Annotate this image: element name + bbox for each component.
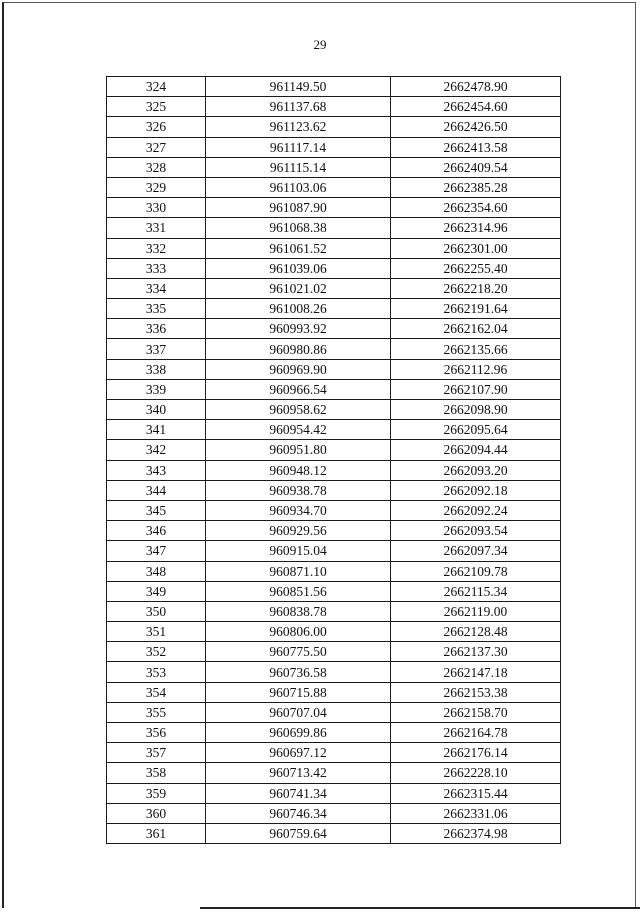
table-row	[107, 500, 561, 520]
point-number-cell: 357	[107, 743, 206, 763]
table-row	[107, 339, 561, 359]
x-coordinate-cell: 961117.14	[206, 137, 391, 157]
point-number-cell: 331	[107, 218, 206, 238]
point-number-cell: 341	[107, 420, 206, 440]
table-row	[107, 460, 561, 480]
x-coordinate-cell: 961039.06	[206, 258, 391, 278]
table-row	[107, 581, 561, 601]
x-coordinate-cell: 960741.34	[206, 783, 391, 803]
x-coordinate-cell: 960938.78	[206, 480, 391, 500]
table-row	[107, 702, 561, 722]
y-coordinate-cell: 2662454.60	[391, 97, 561, 117]
x-coordinate-cell: 960929.56	[206, 521, 391, 541]
point-number-cell: 351	[107, 622, 206, 642]
x-coordinate-cell: 960966.54	[206, 379, 391, 399]
point-number-cell: 354	[107, 682, 206, 702]
point-number-cell: 339	[107, 379, 206, 399]
x-coordinate-cell: 960838.78	[206, 601, 391, 621]
point-number-cell: 336	[107, 319, 206, 339]
table-row	[107, 379, 561, 399]
point-number-cell: 352	[107, 642, 206, 662]
coordinate-table	[106, 76, 561, 844]
table-row	[107, 682, 561, 702]
point-number-cell: 332	[107, 238, 206, 258]
x-coordinate-cell: 960958.62	[206, 400, 391, 420]
point-number-cell: 348	[107, 561, 206, 581]
y-coordinate-cell: 2662109.78	[391, 561, 561, 581]
point-number-cell: 338	[107, 359, 206, 379]
y-coordinate-cell: 2662098.90	[391, 400, 561, 420]
table-row	[107, 77, 561, 97]
y-coordinate-cell: 2662162.04	[391, 319, 561, 339]
x-coordinate-cell: 961103.06	[206, 177, 391, 197]
x-coordinate-cell: 960948.12	[206, 460, 391, 480]
y-coordinate-cell: 2662354.60	[391, 198, 561, 218]
x-coordinate-cell: 961123.62	[206, 117, 391, 137]
point-number-cell: 329	[107, 177, 206, 197]
point-number-cell: 360	[107, 803, 206, 823]
point-number-cell: 327	[107, 137, 206, 157]
y-coordinate-cell: 2662255.40	[391, 258, 561, 278]
page-number: 29	[313, 37, 327, 52]
table-row	[107, 218, 561, 238]
y-coordinate-cell: 2662158.70	[391, 702, 561, 722]
table-row	[107, 803, 561, 823]
y-coordinate-cell: 2662093.20	[391, 460, 561, 480]
x-coordinate-cell: 961137.68	[206, 97, 391, 117]
point-number-cell: 334	[107, 278, 206, 298]
table-row	[107, 662, 561, 682]
y-coordinate-cell: 2662153.38	[391, 682, 561, 702]
x-coordinate-cell: 960951.80	[206, 440, 391, 460]
x-coordinate-cell: 960871.10	[206, 561, 391, 581]
x-coordinate-cell: 960759.64	[206, 823, 391, 843]
x-coordinate-cell: 961021.02	[206, 278, 391, 298]
point-number-cell: 356	[107, 723, 206, 743]
y-coordinate-cell: 2662218.20	[391, 278, 561, 298]
table-row	[107, 299, 561, 319]
y-coordinate-cell: 2662115.34	[391, 581, 561, 601]
x-coordinate-cell: 960715.88	[206, 682, 391, 702]
x-coordinate-cell: 960746.34	[206, 803, 391, 823]
x-coordinate-cell: 960806.00	[206, 622, 391, 642]
table-row	[107, 601, 561, 621]
x-coordinate-cell: 960993.92	[206, 319, 391, 339]
point-number-cell: 342	[107, 440, 206, 460]
x-coordinate-cell: 961068.38	[206, 218, 391, 238]
point-number-cell: 344	[107, 480, 206, 500]
y-coordinate-cell: 2662314.96	[391, 218, 561, 238]
x-coordinate-cell: 960915.04	[206, 541, 391, 561]
y-coordinate-cell: 2662228.10	[391, 763, 561, 783]
point-number-cell: 328	[107, 157, 206, 177]
point-number-cell: 355	[107, 702, 206, 722]
point-number-cell: 333	[107, 258, 206, 278]
point-number-cell: 359	[107, 783, 206, 803]
y-coordinate-cell: 2662107.90	[391, 379, 561, 399]
x-coordinate-cell: 960934.70	[206, 500, 391, 520]
page-bottom-rule	[200, 907, 640, 909]
table-row	[107, 823, 561, 843]
y-coordinate-cell: 2662112.96	[391, 359, 561, 379]
y-coordinate-cell: 2662137.30	[391, 642, 561, 662]
point-number-cell: 337	[107, 339, 206, 359]
table-row	[107, 622, 561, 642]
x-coordinate-cell: 960954.42	[206, 420, 391, 440]
table-row	[107, 783, 561, 803]
table-row	[107, 238, 561, 258]
y-coordinate-cell: 2662164.78	[391, 723, 561, 743]
table-row	[107, 763, 561, 783]
table-row	[107, 258, 561, 278]
point-number-cell: 330	[107, 198, 206, 218]
y-coordinate-cell: 2662093.54	[391, 521, 561, 541]
y-coordinate-cell: 2662413.58	[391, 137, 561, 157]
point-number-cell: 350	[107, 601, 206, 621]
table-row	[107, 743, 561, 763]
y-coordinate-cell: 2662097.34	[391, 541, 561, 561]
table-row	[107, 359, 561, 379]
y-coordinate-cell: 2662095.64	[391, 420, 561, 440]
table-row	[107, 541, 561, 561]
x-coordinate-cell: 960980.86	[206, 339, 391, 359]
point-number-cell: 349	[107, 581, 206, 601]
y-coordinate-cell: 2662315.44	[391, 783, 561, 803]
point-number-cell: 340	[107, 400, 206, 420]
y-coordinate-cell: 2662147.18	[391, 662, 561, 682]
table-row	[107, 278, 561, 298]
x-coordinate-cell: 960713.42	[206, 763, 391, 783]
table-row	[107, 723, 561, 743]
point-number-cell: 343	[107, 460, 206, 480]
point-number-cell: 335	[107, 299, 206, 319]
y-coordinate-cell: 2662176.14	[391, 743, 561, 763]
x-coordinate-cell: 961149.50	[206, 77, 391, 97]
point-number-cell: 326	[107, 117, 206, 137]
y-coordinate-cell: 2662374.98	[391, 823, 561, 843]
x-coordinate-cell: 960707.04	[206, 702, 391, 722]
table-row	[107, 642, 561, 662]
x-coordinate-cell: 960969.90	[206, 359, 391, 379]
table-row	[107, 420, 561, 440]
y-coordinate-cell: 2662135.66	[391, 339, 561, 359]
table-row	[107, 319, 561, 339]
point-number-cell: 358	[107, 763, 206, 783]
x-coordinate-cell: 961115.14	[206, 157, 391, 177]
y-coordinate-cell: 2662301.00	[391, 238, 561, 258]
table-row	[107, 480, 561, 500]
table-row	[107, 400, 561, 420]
y-coordinate-cell: 2662094.44	[391, 440, 561, 460]
coordinate-table-body	[107, 77, 561, 844]
x-coordinate-cell: 960775.50	[206, 642, 391, 662]
table-row	[107, 157, 561, 177]
x-coordinate-cell: 961087.90	[206, 198, 391, 218]
y-coordinate-cell: 2662092.18	[391, 480, 561, 500]
x-coordinate-cell: 960851.56	[206, 581, 391, 601]
point-number-cell: 346	[107, 521, 206, 541]
y-coordinate-cell: 2662426.50	[391, 117, 561, 137]
x-coordinate-cell: 960699.86	[206, 723, 391, 743]
table-row	[107, 521, 561, 541]
table-row	[107, 440, 561, 460]
x-coordinate-cell: 961008.26	[206, 299, 391, 319]
x-coordinate-cell: 960697.12	[206, 743, 391, 763]
table-row	[107, 561, 561, 581]
x-coordinate-cell: 961061.52	[206, 238, 391, 258]
y-coordinate-cell: 2662385.28	[391, 177, 561, 197]
x-coordinate-cell: 960736.58	[206, 662, 391, 682]
point-number-cell: 345	[107, 500, 206, 520]
y-coordinate-cell: 2662478.90	[391, 77, 561, 97]
y-coordinate-cell: 2662409.54	[391, 157, 561, 177]
y-coordinate-cell: 2662119.00	[391, 601, 561, 621]
point-number-cell: 361	[107, 823, 206, 843]
point-number-cell: 325	[107, 97, 206, 117]
table-row	[107, 137, 561, 157]
table-row	[107, 97, 561, 117]
table-row	[107, 198, 561, 218]
point-number-cell: 324	[107, 77, 206, 97]
y-coordinate-cell: 2662092.24	[391, 500, 561, 520]
y-coordinate-cell: 2662331.06	[391, 803, 561, 823]
y-coordinate-cell: 2662128.48	[391, 622, 561, 642]
table-row	[107, 177, 561, 197]
y-coordinate-cell: 2662191.64	[391, 299, 561, 319]
table-row	[107, 117, 561, 137]
point-number-cell: 353	[107, 662, 206, 682]
point-number-cell: 347	[107, 541, 206, 561]
